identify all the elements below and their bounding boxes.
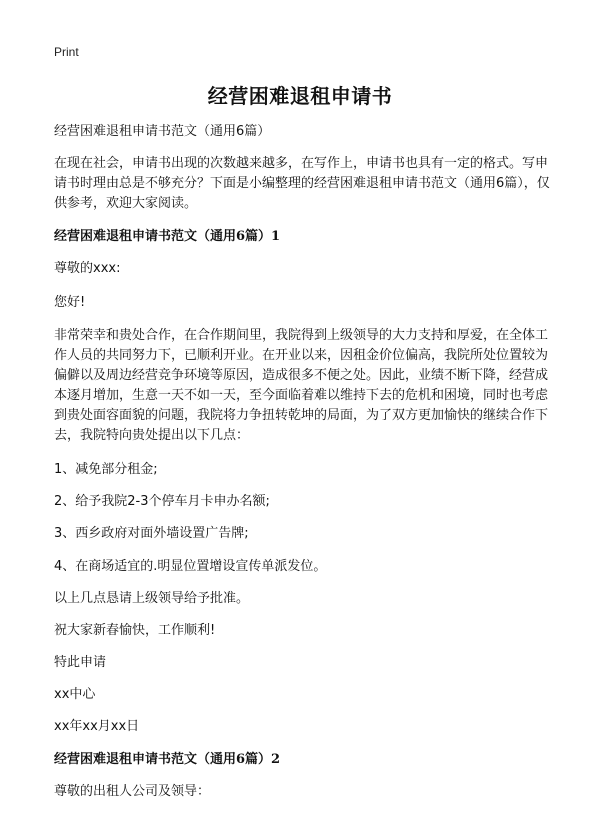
section-1-greeting: 您好! — [54, 295, 86, 310]
document-subtitle: 经营困难退租申请书范文（通用6篇） — [54, 124, 271, 139]
section-2-salutation: 尊敬的出租人公司及领导： — [54, 784, 211, 799]
date-line: xx年xx月xx日 — [54, 719, 140, 734]
wishes-line: 祝大家新春愉快，工作顺利! — [54, 623, 216, 638]
section-2-heading: 经营困难退租申请书范文（通用6篇）2 — [54, 752, 281, 767]
request-item: 3、西乡政府对面外墙设置广告牌; — [54, 526, 249, 541]
section-1-salutation: 尊敬的xxx: — [54, 261, 121, 276]
document-title: 经营困难退租申请书 — [207, 84, 393, 108]
approval-request: 以上几点恳请上级领导给予批准。 — [54, 591, 250, 606]
request-item: 4、在商场适宜的.明显位置增设宣传单派发位。 — [54, 559, 327, 574]
request-item: 2、给予我院2-3个停车月卡申办名额; — [54, 494, 270, 509]
document-body — [54, 122, 554, 802]
section-1-main-paragraph: 非常荣幸和贵处合作，在合作期间里，我院得到上级领导的大力支持和厚爱，在全体工作人员的共同努力下，已顺利开业。在开业以来，因租金价位偏高，我院所处位置较为偏僻以及周边经营竞争环境等原因，造成很多不便之处。因此，业绩不断下降，经营成本逐月增加，生意一天不如一天，至今面临着难以维持下去的危机和困境，同时也考虑到贵处面容面貌的问题，我院将力争扭转乾坤的局面，为了双方更加愉快的继续合作下去，我院特向贵处提出以下几点： — [54, 328, 549, 443]
intro-paragraph: 在现在社会，申请书出现的次数越来越多，在写作上，申请书也具有一定的格式。写申请书时理由总是不够充分？下面是小编整理的经营困难退租申请书范文（通用6篇），仅供参考，欢迎大家阅读。 — [54, 156, 550, 211]
signature-line: xx中心 — [54, 687, 96, 702]
closing-line: 特此申请 — [54, 655, 107, 670]
section-1-heading: 经营困难退租申请书范文（通用6篇）1 — [54, 229, 281, 244]
print-label: Print — [54, 45, 79, 59]
request-item: 1、减免部分租金; — [54, 462, 158, 477]
